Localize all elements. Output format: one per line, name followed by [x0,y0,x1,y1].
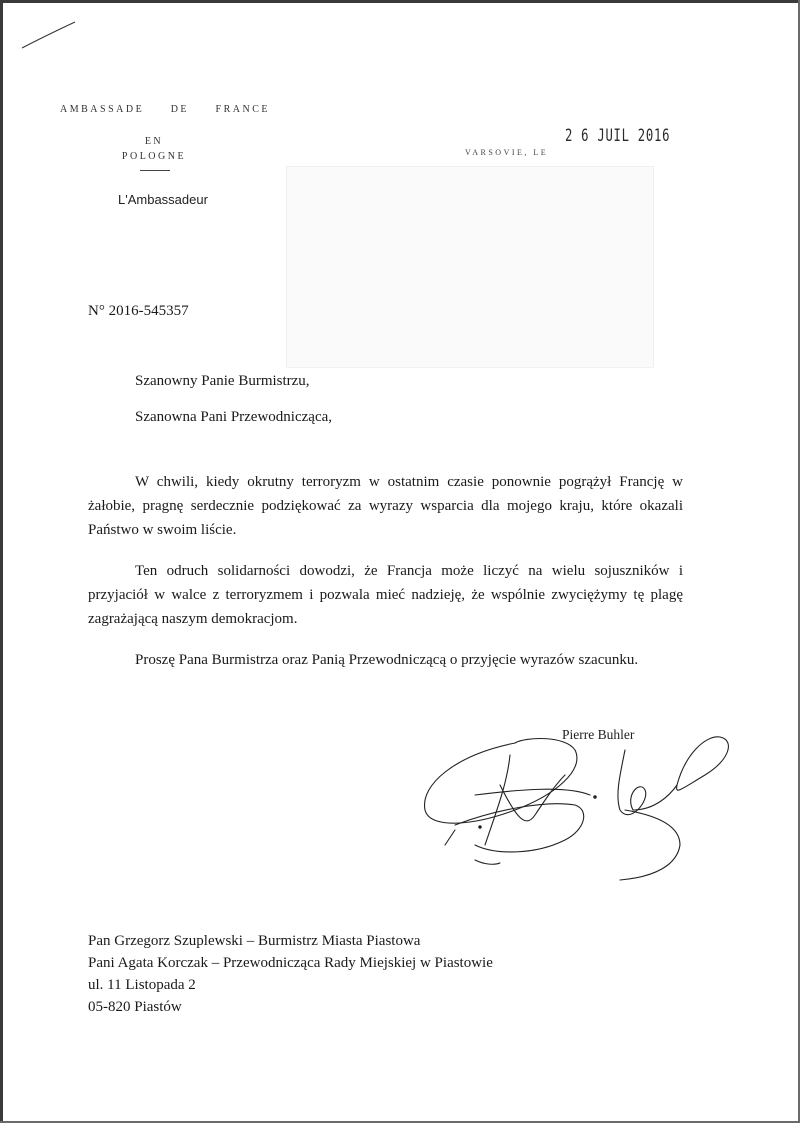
signatory-name: Pierre Buhler [562,727,635,742]
recipient-line-2: Pani Agata Korczak – Przewodnicząca Rady Miejskiej w Piastowie [88,955,493,971]
paragraph-3: Proszę Pana Burmistrza oraz Panią Przewodniczącą o przyjęcie wyrazów szacunku. [135,652,639,668]
corner-pen-mark [20,20,80,50]
letterhead-word-2: DE [170,104,190,115]
paragraph-1: W chwili, kiedy okrutny terroryzm w ostatnim czasie ponownie pogrążył Francję w żałobie, pragnę serdecznie podziękować za wyrazy wsparcia dla mojego kraju, które okazali Państwo w swoim liście. [88,474,683,538]
recipient-line-1: Pan Grzegorz Szuplewski – Burmistrz Miasta Piastowa [88,933,421,949]
letter-body [88,470,683,689]
office-title: L'Ambassadeur [118,192,208,207]
dateline-place: VARSOVIE, LE [465,148,549,157]
recipient-address [88,930,493,1018]
scan-edge-top [0,0,800,3]
recipient-line-3: ul. 11 Listopada 2 [88,977,196,993]
scan-edge-left [0,0,3,1123]
letterhead-line1 [60,104,270,115]
paragraph-2: Ten odruch solidarności dowodzi, że Francja może liczyć na wielu sojuszników i przyjaciół w walce z terroryzmem i pozwala mieć nadzieję, że wspólnie zwyciężymy tę plagę zagrażającą naszym demokracjom. [88,563,683,627]
handwritten-signature [415,715,745,885]
salutation-1: Szanowny Panie Burmistrzu, [135,373,310,389]
letterhead-word-3: FRANCE [215,104,270,115]
embassy-letterhead [60,104,270,171]
letterhead-line3: POLOGNE [121,151,187,162]
reference-number: N° 2016-545357 [88,303,189,319]
letterhead-line2: EN [144,136,164,147]
letterhead-word-1: AMBASSADE [60,104,145,115]
salutation-2: Szanowna Pani Przewodnicząca, [135,409,333,425]
recipient-line-4: 05-820 Piastów [88,999,182,1015]
letterhead-rule [140,170,170,171]
address-window-area [286,166,654,368]
date-stamp: 2 6 JUIL 2016 [565,126,671,146]
